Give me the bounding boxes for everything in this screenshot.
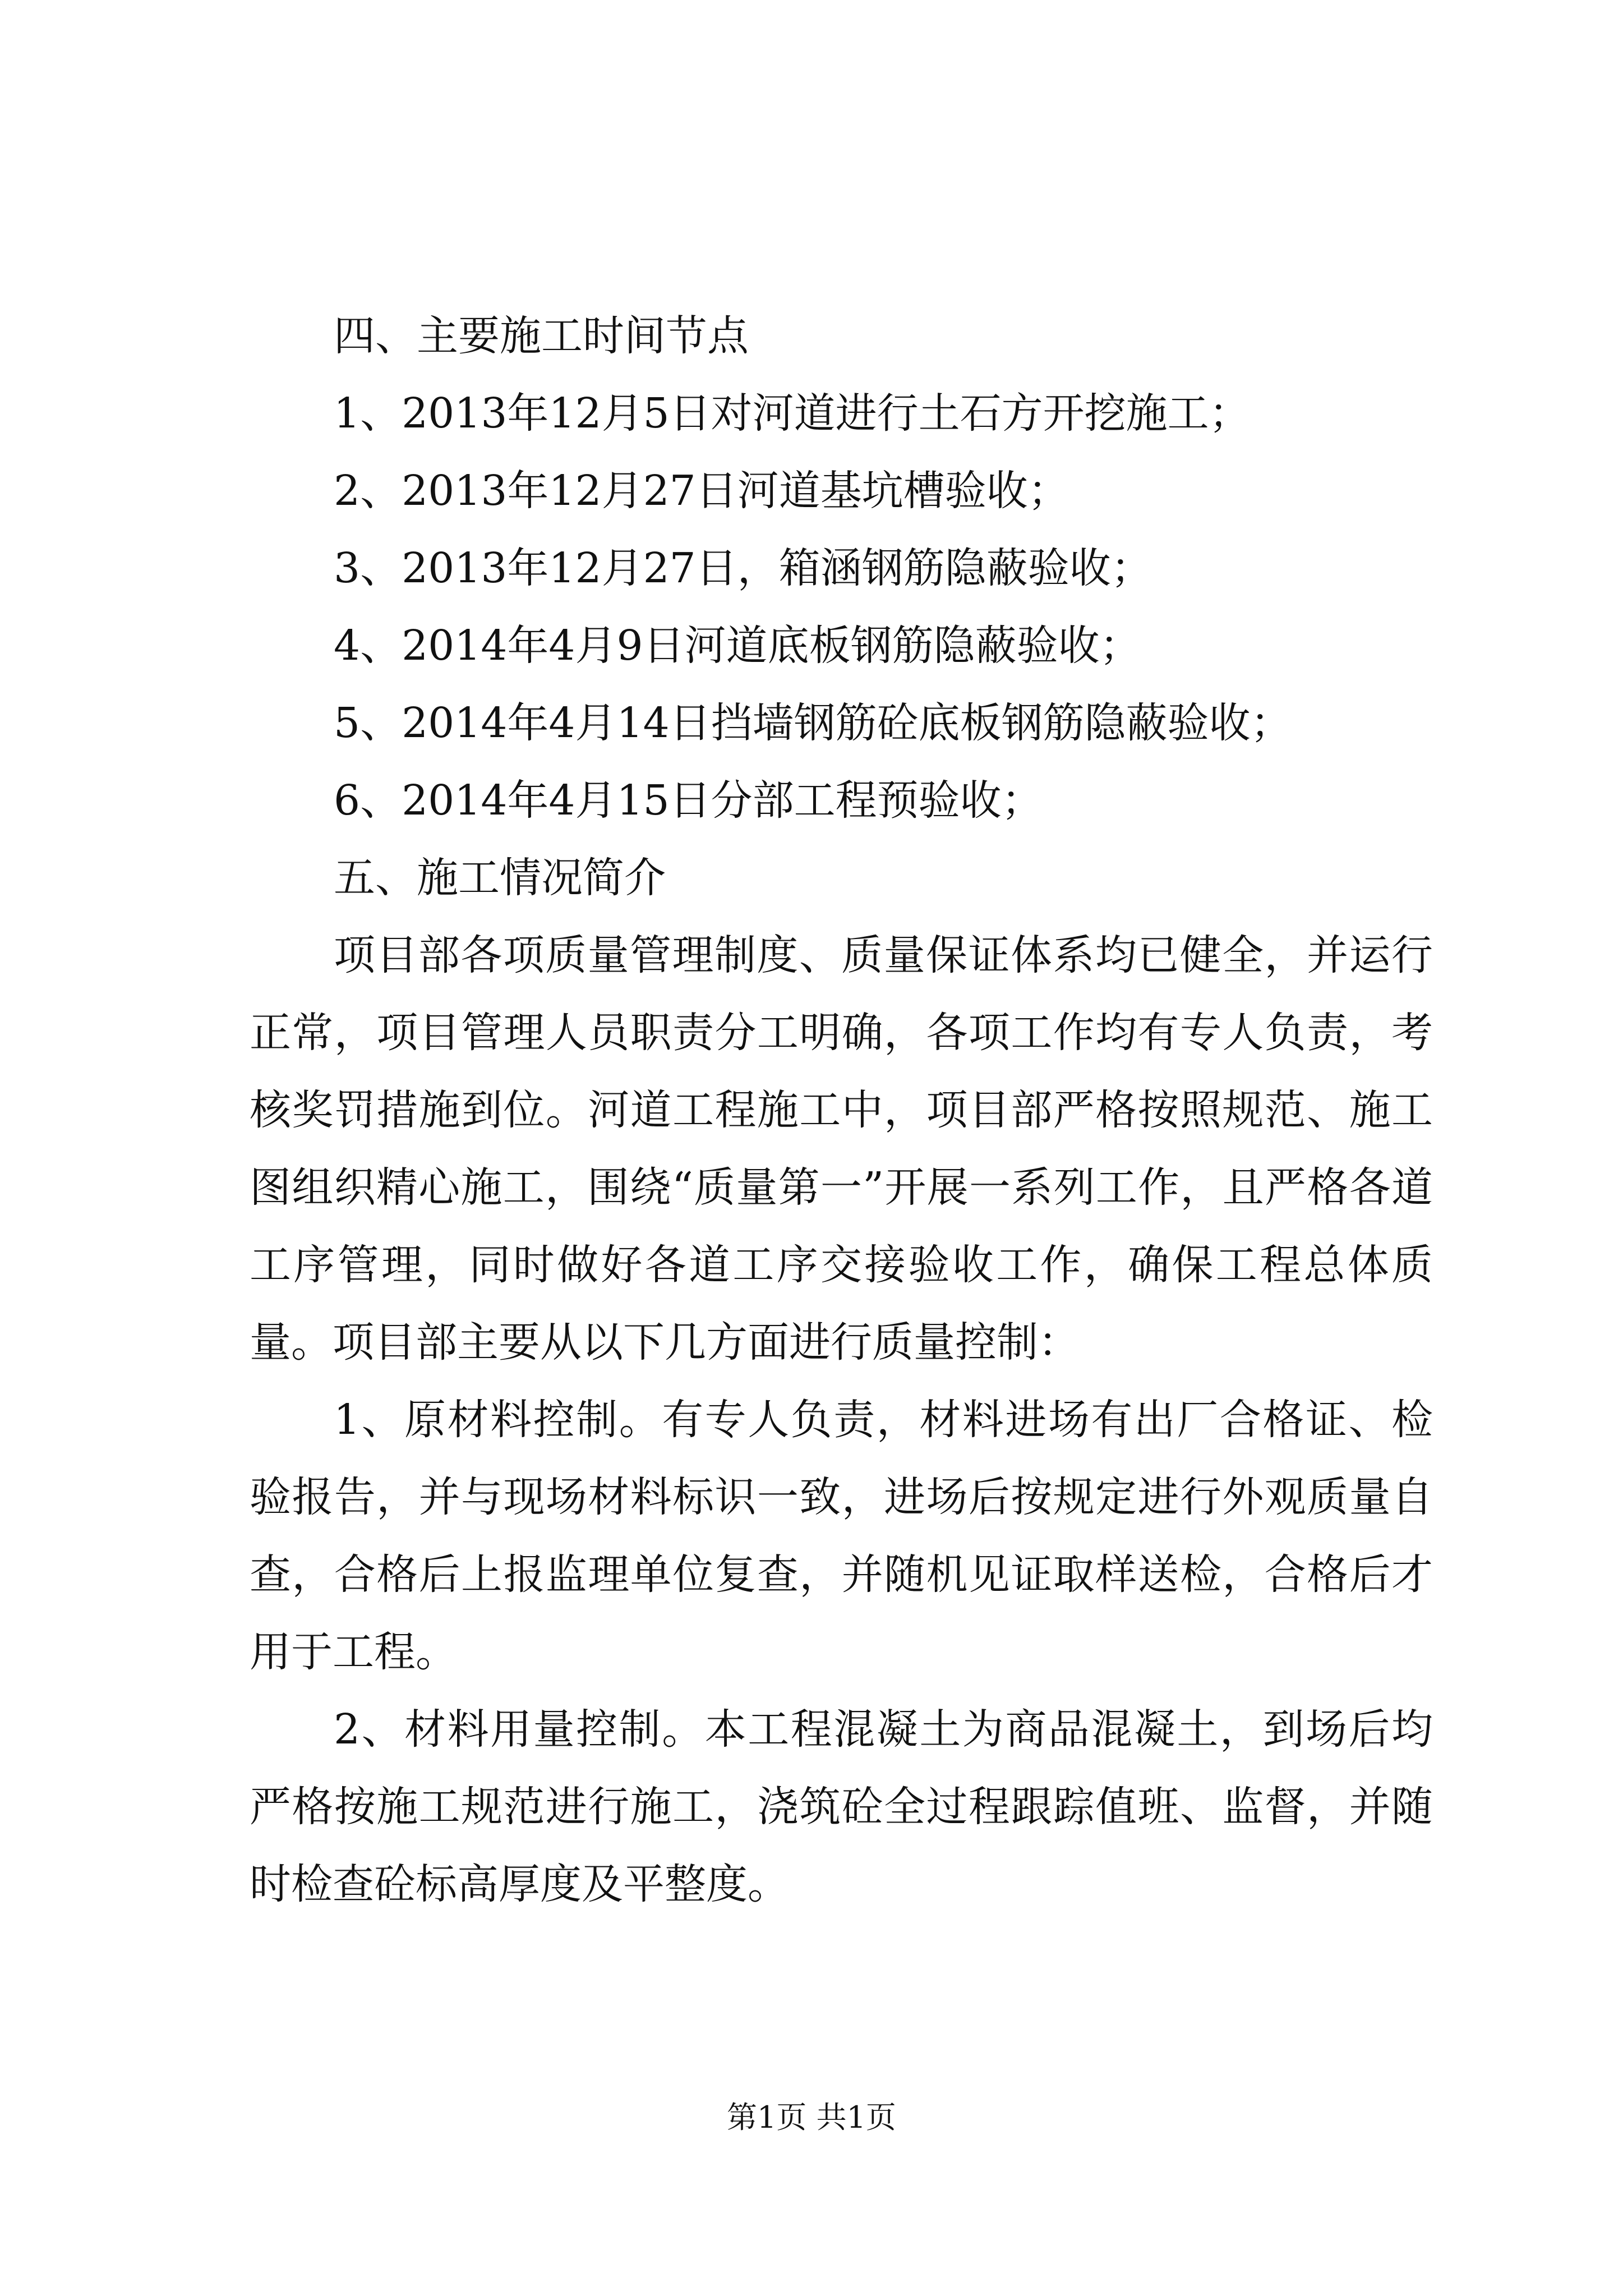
page-footer: 第1页 共1页 [727, 2100, 896, 2135]
milestone-item-2: 2、2013年12月27日河道基坑槽验收； [334, 467, 1069, 515]
milestone-item-4: 4、2014年4月9日河道底板钢筋隐蔽验收； [334, 622, 1141, 670]
milestone-item-3: 3、2013年12月27日，箱涵钢筋隐蔽验收； [334, 544, 1152, 592]
paragraph-raw-material-control: 1、原材料控制。有专人负责，材料进场有出厂合格证、检验报告，并与现场材料标识一致，进场后按规定进行外观质量自查，合格后上报监理单位复查，并随机见证取样送检，合格后才用于工程。 [250, 1396, 1433, 1676]
document-body [250, 297, 1433, 1923]
paragraph-quality-system: 项目部各项质量管理制度、质量保证体系均已健全，并运行正常，项目管理人员职责分工明确，各项工作均有专人负责，考核奖罚措施到位。河道工程施工中，项目部严格按照规范、施工图组织精心施工，围绕“质量第一”开展一系列工作，且严格各道工序管理，同时做好各道工序交接验收工作，确保工程总体质量。项目部主要从以下几方面进行质量控制： [250, 931, 1433, 1366]
milestone-item-6: 6、2014年4月15日分部工程预验收； [334, 776, 1043, 825]
section-4-heading: 四、主要施工时间节点 [334, 312, 749, 360]
section-5-heading: 五、施工情况简介 [334, 854, 666, 902]
milestone-item-1: 1、2013年12月5日对河道进行土石方开挖施工； [334, 389, 1251, 438]
milestone-item-5: 5、2014年4月14日挡墙钢筋砼底板钢筋隐蔽验收； [334, 699, 1292, 747]
paragraph-material-usage-control: 2、材料用量控制。本工程混凝土为商品混凝土，到场后均严格按施工规范进行施工，浇筑砼全过程跟踪值班、监督，并随时检查砼标高厚度及平整度。 [250, 1705, 1433, 1908]
